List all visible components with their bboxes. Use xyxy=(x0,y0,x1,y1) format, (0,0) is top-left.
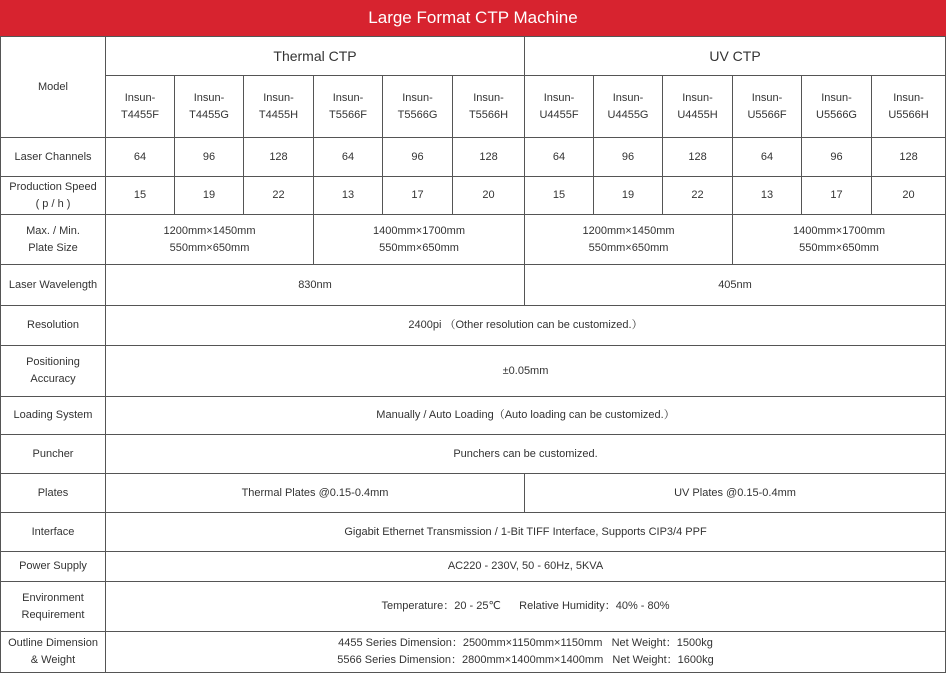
model-cell: Insun- U5566G xyxy=(802,76,872,138)
puncher-row xyxy=(1,435,946,474)
model-cell: Insun- T4455F xyxy=(106,76,175,138)
row-label: Resolution xyxy=(1,306,106,346)
wavelength-uv: 405nm xyxy=(525,265,946,306)
loading-row xyxy=(1,397,946,435)
row-label: Environment Requirement xyxy=(1,582,106,632)
value-cell: 19 xyxy=(594,177,663,215)
row-label: Max. / Min. Plate Size xyxy=(1,215,106,265)
plate-size-row xyxy=(1,215,946,265)
row-label: Interface xyxy=(1,513,106,552)
model-cell: Insun- T5566F xyxy=(314,76,383,138)
value-cell: 64 xyxy=(525,138,594,177)
value-cell: 20 xyxy=(872,177,946,215)
dimension-row xyxy=(1,632,946,673)
model-cell: Insun- U4455F xyxy=(525,76,594,138)
value-cell: 17 xyxy=(802,177,872,215)
model-cell: Insun- T5566H xyxy=(453,76,525,138)
row-label: Outline Dimension & Weight xyxy=(1,632,106,673)
value-cell: 22 xyxy=(663,177,733,215)
value-cell: 17 xyxy=(383,177,453,215)
model-row xyxy=(1,76,946,138)
row-label: Power Supply xyxy=(1,552,106,582)
power-row xyxy=(1,552,946,582)
positioning-row xyxy=(1,346,946,397)
value-cell: 64 xyxy=(314,138,383,177)
value-cell: 64 xyxy=(106,138,175,177)
value-cell: 96 xyxy=(383,138,453,177)
model-cell: Insun- T5566G xyxy=(383,76,453,138)
model-cell: Insun- T4455H xyxy=(244,76,314,138)
interface-row xyxy=(1,513,946,552)
value-cell: 19 xyxy=(175,177,244,215)
value-cell: 96 xyxy=(594,138,663,177)
value-cell: 20 xyxy=(453,177,525,215)
loading-value: Manually / Auto Loading（Auto loading can be customized.） xyxy=(106,397,946,435)
uv-ctp-header: UV CTP xyxy=(525,37,946,76)
wavelength-thermal: 830nm xyxy=(106,265,525,306)
wavelength-row xyxy=(1,265,946,306)
resolution-value: 2400pi （Other resolution can be customized.） xyxy=(106,306,946,346)
power-value: AC220 - 230V, 50 - 60Hz, 5KVA xyxy=(106,552,946,582)
model-cell: Insun- U5566F xyxy=(733,76,802,138)
value-cell: 15 xyxy=(106,177,175,215)
production-speed-row xyxy=(1,177,946,215)
row-label: Puncher xyxy=(1,435,106,474)
value-cell: 15 xyxy=(525,177,594,215)
value-cell: 22 xyxy=(244,177,314,215)
model-cell: Insun- U5566H xyxy=(872,76,946,138)
table-title: Large Format CTP Machine xyxy=(0,0,946,36)
plate-size-t4455: 1200mm×1450mm 550mm×650mm xyxy=(106,215,314,265)
environment-row xyxy=(1,582,946,632)
laser-channels-row xyxy=(1,138,946,177)
row-label: Production Speed ( p / h ) xyxy=(1,177,106,215)
plates-uv: UV Plates @0.15-0.4mm xyxy=(525,474,946,513)
dimension-value: 4455 Series Dimension：2500mm×1150mm×1150mm Net Weight：1500kg 5566 Series Dimension：2800mm×1400mm×1400mm Net Weight：1600kg xyxy=(106,632,946,673)
value-cell: 128 xyxy=(872,138,946,177)
value-cell: 128 xyxy=(453,138,525,177)
value-cell: 13 xyxy=(314,177,383,215)
spec-table xyxy=(0,36,946,673)
environment-value: Temperature：20 - 25℃ Relative Humidity：40% - 80% xyxy=(106,582,946,632)
group-header-row xyxy=(1,37,946,76)
model-label: Model xyxy=(1,37,106,138)
model-cell: Insun- U4455H xyxy=(663,76,733,138)
plates-thermal: Thermal Plates @0.15-0.4mm xyxy=(106,474,525,513)
row-label: Loading System xyxy=(1,397,106,435)
plate-size-t5566: 1400mm×1700mm 550mm×650mm xyxy=(314,215,525,265)
puncher-value: Punchers can be customized. xyxy=(106,435,946,474)
value-cell: 96 xyxy=(802,138,872,177)
resolution-row xyxy=(1,306,946,346)
row-label: Laser Channels xyxy=(1,138,106,177)
value-cell: 96 xyxy=(175,138,244,177)
interface-value: Gigabit Ethernet Transmission / 1-Bit TIFF Interface, Supports CIP3/4 PPF xyxy=(106,513,946,552)
positioning-value: ±0.05mm xyxy=(106,346,946,397)
row-label: Laser Wavelength xyxy=(1,265,106,306)
value-cell: 128 xyxy=(663,138,733,177)
plates-row xyxy=(1,474,946,513)
thermal-ctp-header: Thermal CTP xyxy=(106,37,525,76)
value-cell: 64 xyxy=(733,138,802,177)
model-cell: Insun- T4455G xyxy=(175,76,244,138)
row-label: Plates xyxy=(1,474,106,513)
plate-size-u4455: 1200mm×1450mm 550mm×650mm xyxy=(525,215,733,265)
row-label: Positioning Accuracy xyxy=(1,346,106,397)
model-cell: Insun- U4455G xyxy=(594,76,663,138)
value-cell: 13 xyxy=(733,177,802,215)
plate-size-u5566: 1400mm×1700mm 550mm×650mm xyxy=(733,215,946,265)
value-cell: 128 xyxy=(244,138,314,177)
